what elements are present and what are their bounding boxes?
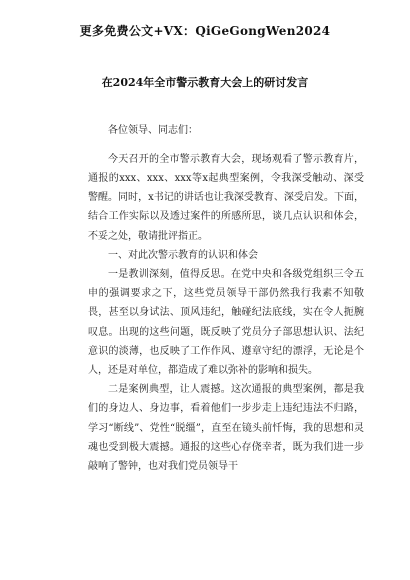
watermark-header: 更多免费公文+VX：QiGeGongWen2024 [79, 24, 331, 38]
paragraph-point-1: 一是教训深刻，值得反思。在党中央和各级党组织三令五申的强调要求之下，这些党员领导干部仍然我行我素不知敬畏，甚至以身试法、顶风违纪，触碰纪法底线，实在令人扼腕叹息。出现的这些问题，既反映了党员分子部思想认识、法纪意识的淡薄，也反映了工作作风、遵章守纪的漂浮，无论是个人，还是对单位，都造成了难以弥补的影响和损失。 [88, 269, 364, 377]
document-title: 在2024年全市警示教育大会上的研讨发言 [101, 76, 309, 89]
salutation: 各位领导、同志们： [108, 125, 198, 136]
paragraph-intro: 今天召开的全市警示教育大会，现场观看了警示教育片，通报的xxx、xxx、xxx等x起典型案例，令我深受触动、深受警醒。同时，x书记的讲话也让我深受教育、深受启发。下面，结合工作实际以及透过案件的所感所思，谈几点认识和体会，不妥之处，敬请批评指正。 [88, 153, 364, 242]
section-heading-1: 一、对此次警示教育的认识和体会 [108, 249, 258, 261]
document-body [88, 121, 364, 476]
paragraph-point-2: 二是案例典型，让人震撼。这次通报的典型案例，都是我们的身边人、身边事，看着他们一步步走上违纪违法不归路，学习“断线”、党性“脱缰”，直至在镜头前忏悔，我的思想和灵魂也受到极大震撼。通报的这些心存侥幸者，既为我们进一步敲响了警钟，也对我们党员领导干 [88, 384, 364, 473]
